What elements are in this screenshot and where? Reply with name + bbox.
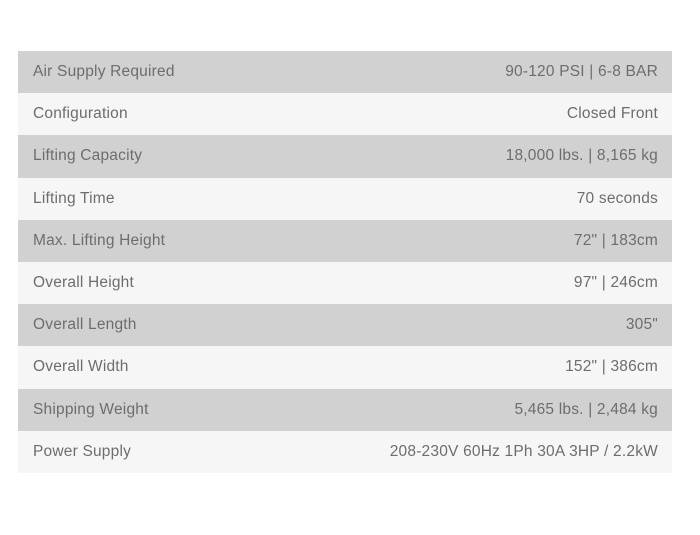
spec-row: [18, 346, 672, 388]
spec-label: Max. Lifting Height: [33, 231, 166, 249]
spec-row: [18, 51, 672, 93]
spec-label: Configuration: [33, 105, 128, 123]
spec-label: Power Supply: [33, 442, 132, 460]
spec-label: Shipping Weight: [33, 400, 149, 418]
spec-label: Lifting Capacity: [33, 147, 143, 165]
spec-row: [18, 304, 672, 346]
spec-label: Overall Height: [33, 274, 135, 292]
spec-row: [18, 431, 672, 473]
spec-row: [18, 178, 672, 220]
spec-label: Lifting Time: [33, 189, 115, 207]
spec-label: Overall Width: [33, 358, 129, 376]
spec-value: 90-120 PSI | 6-8 BAR: [505, 63, 658, 81]
spec-row: [18, 93, 672, 135]
spec-row: [18, 262, 672, 304]
spec-row: [18, 135, 672, 177]
spec-value: 72" | 183cm: [573, 231, 658, 249]
spec-value: 208-230V 60Hz 1Ph 30A 3HP / 2.2kW: [389, 442, 658, 460]
spec-row: [18, 389, 672, 431]
spec-value: 5,465 lbs. | 2,484 kg: [514, 400, 658, 418]
spec-row: [18, 220, 672, 262]
spec-value: 18,000 lbs. | 8,165 kg: [505, 147, 658, 165]
spec-value: 305": [625, 316, 658, 334]
spec-label: Overall Length: [33, 316, 137, 334]
spec-value: Closed Front: [566, 105, 658, 123]
spec-value: 70 seconds: [576, 189, 658, 207]
spec-value: 152" | 386cm: [565, 358, 658, 376]
spec-value: 97" | 246cm: [573, 274, 658, 292]
spec-table: [18, 51, 672, 473]
spec-label: Air Supply Required: [33, 63, 175, 81]
